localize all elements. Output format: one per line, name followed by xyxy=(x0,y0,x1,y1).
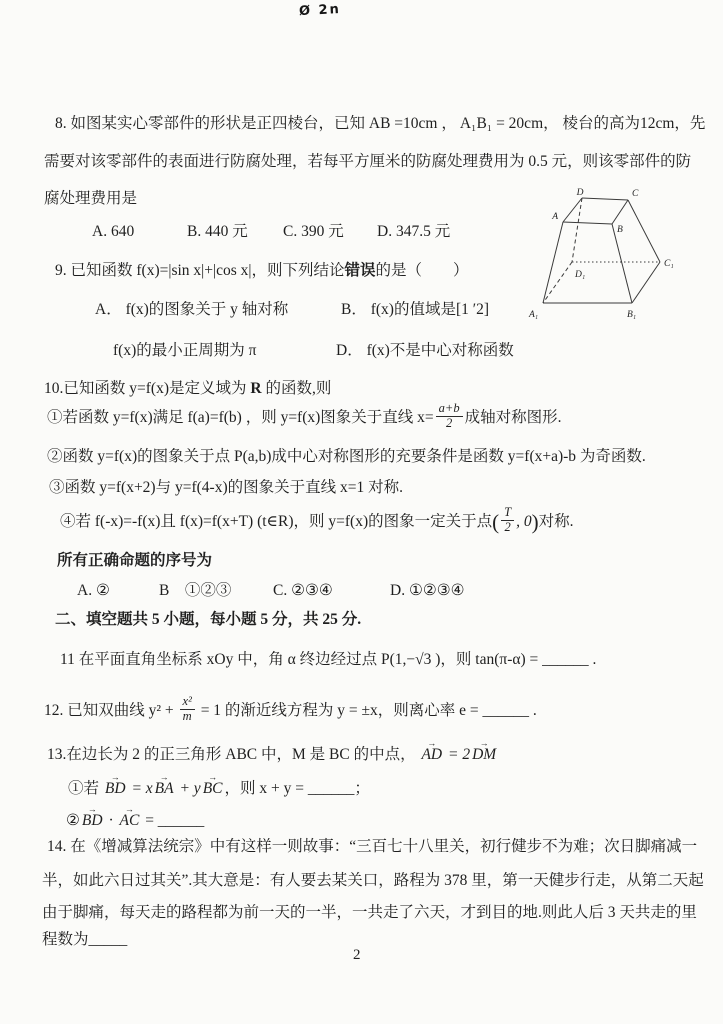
q8-line-2: 需要对该零部件的表面进行防腐处理，若每平方厘米的防腐处理费用为 0.5 元，则该零部件的防 xyxy=(44,153,692,170)
q10-item-4 xyxy=(60,505,574,537)
dot-operator: · xyxy=(104,812,118,829)
q14-line-4: 程数为_____ xyxy=(42,931,128,948)
q13-stem xyxy=(47,745,498,764)
left-paren: ( xyxy=(492,509,500,534)
frustum-figure xyxy=(520,185,705,325)
figure-label-d: D xyxy=(576,188,584,198)
q10-stem xyxy=(44,379,331,398)
q10-stem-text: 10.已知函数 y=f(x)是定义域为 xyxy=(44,380,251,397)
fraction-numerator: x² xyxy=(180,695,195,710)
q12-text xyxy=(44,694,537,726)
fraction xyxy=(180,695,195,724)
q9-option-b: B． f(x)的值域是[1 ′2] xyxy=(341,301,490,318)
q10-item1-post: 成轴对称图形. xyxy=(464,408,562,426)
q10-item4-mid: , 0 xyxy=(516,512,532,530)
vector-bc: BC → xyxy=(203,779,223,798)
vector-ad: AD → xyxy=(421,745,442,764)
q11-text: 11 在平面直角坐标系 xOy 中，角 α 终边经过点 P(1,−√3 )，则 tan(π-α) = ______ . xyxy=(60,651,597,668)
q10-item4-post: 对称. xyxy=(538,512,574,530)
q13-item1-m2: + y xyxy=(175,780,201,797)
figure-label-b1: B₁ xyxy=(627,310,637,320)
q9-stem-bold: 错误 xyxy=(344,262,376,279)
section2-title: 二、填空题共 5 小题，每小题 5 分，共 25 分. xyxy=(55,611,362,628)
q10-prompt: 所有正确命题的序号为 xyxy=(57,552,213,569)
q14-line-1: 14. 在《增减算法统宗》中有这样一则故事：“三百七十八里关，初行健步不为难；次日脚痛减一 xyxy=(47,838,698,855)
fraction-numerator: T xyxy=(501,506,514,521)
figure-label-a1: A₁ xyxy=(529,310,539,320)
q14-line-3: 由于脚痛，每天走的路程都为前一天的一半，一共走了六天，才到目的地.则此人后 3 天共走的里 xyxy=(42,904,697,921)
q10-item1-pre: ①若函数 y=f(x)满足 f(a)=f(b) ，则 y=f(x)图象关于直线 x= xyxy=(47,408,434,426)
q13-item-1 xyxy=(68,779,370,798)
q10-option-d: D. ①②③④ xyxy=(390,582,465,599)
vector-ba: BA → xyxy=(155,779,174,798)
q13-item-2 xyxy=(66,811,204,830)
q9-stem xyxy=(55,261,469,280)
q12-pre: 12. 已知双曲线 y² + xyxy=(44,701,178,719)
fraction-denominator: 2 xyxy=(446,415,453,430)
q8-option-b: B. 440 元 xyxy=(187,223,248,240)
fraction xyxy=(436,402,463,431)
vector-ac: AC → xyxy=(120,811,140,830)
q14-line-2: 半，如此六日过其关”.其大意是：有人要去某关口，路程为 378 里，第一天健步行走，从第二天起 xyxy=(42,872,704,889)
q10-option-b: B ①②③ xyxy=(159,582,232,599)
q13-item2-pre: ② xyxy=(66,812,80,829)
q10-item-1 xyxy=(47,401,562,433)
handwritten-mark: Ø 2n xyxy=(298,1,342,20)
q9-option-a: A． f(x)的图象关于 y 轴对称 xyxy=(95,301,289,318)
fraction-denominator: 2 xyxy=(504,519,511,534)
figure-label-c: C xyxy=(632,189,639,199)
figure-label-a: A xyxy=(552,212,558,222)
q9-stem-text: 9. 已知函数 f(x)=|sin x|+|cos x|，则下列结论 xyxy=(55,262,345,279)
q13-item1-pre: ①若 xyxy=(68,780,103,797)
q9-stem-tail: 的是（ ） xyxy=(375,262,469,279)
figure-label-c1: C₁ xyxy=(664,259,674,269)
q13-item2-post: = ______ xyxy=(141,812,205,829)
vector-bd: BD → xyxy=(105,779,126,798)
q10-option-c: C. ②③④ xyxy=(273,582,333,599)
q9-option-d: D． f(x)不是中心对称函数 xyxy=(336,342,514,359)
q10-option-a: A. ② xyxy=(77,582,110,599)
q8-line-1: 8. 如图某实心零部件的形状是正四棱台，已知 AB =10cm ， A₁B₁ = 20cm， 棱台的高为12cm，先 xyxy=(55,115,706,132)
q8-option-d: D. 347.5 元 xyxy=(377,223,451,240)
q13-item1-post: ，则 x + y = ______； xyxy=(224,780,370,797)
page-number: 2 xyxy=(353,947,361,963)
fraction xyxy=(501,506,514,535)
q10-item-2: ②函数 y=f(x)的图象关于点 P(a,b)成中心对称图形的充要条件是函数 y=f(x+a)-b 为奇函数. xyxy=(47,448,646,465)
q8-option-a: A. 640 xyxy=(92,223,135,240)
q9-option-c: f(x)的最小正周期为 π xyxy=(113,342,257,359)
figure-label-d1: D₁ xyxy=(575,270,586,280)
q10-stem-tail: 的函数,则 xyxy=(261,380,332,397)
q8-line-3: 腐处理费用是 xyxy=(44,190,138,207)
q12-post: = 1 的渐近线方程为 y = ±x，则离心率 e = ______ . xyxy=(196,701,537,719)
vector-dm: DM → xyxy=(472,745,496,764)
q13-stem-text: 13.在边长为 2 的正三角形 ABC 中，M 是 BC 的中点， xyxy=(47,746,420,763)
fraction-numerator: a+b xyxy=(436,402,463,417)
figure-label-b: B xyxy=(617,225,623,235)
q8-option-c: C. 390 元 xyxy=(283,223,344,240)
vector-bd: BD → xyxy=(82,811,103,830)
q10-stem-bold: R xyxy=(250,380,262,397)
fraction-denominator: m xyxy=(182,708,192,723)
q13-item1-m1: = x xyxy=(127,780,153,797)
q10-item-3: ③函数 y=f(x+2)与 y=f(4-x)的图象关于直线 x=1 对称. xyxy=(49,479,403,496)
right-paren: ) xyxy=(531,509,539,534)
q10-item4-pre: ④若 f(-x)=-f(x)且 f(x)=f(x+T) (t∈R)，则 y=f(x)的图象一定关于点 xyxy=(60,512,493,530)
q13-eq: = 2 xyxy=(444,746,471,763)
